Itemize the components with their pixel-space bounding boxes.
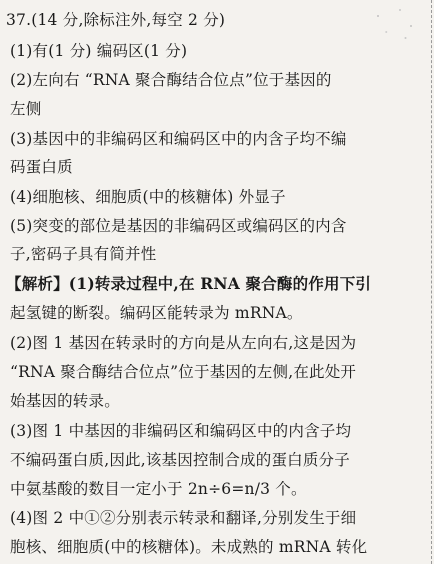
analysis-2: (2)图 1 基因在转录时的方向是从左向右,这是因为 (10, 334, 357, 352)
answer-2: (2)左向右 “RNA 聚合酶结合位点”位于基因的 (10, 71, 332, 89)
answer-1: (1)有(1 分) 编码区(1 分) (10, 42, 188, 60)
analysis-4: (4)图 2 中①②分别表示转录和翻译,分别发生于细 (10, 509, 357, 527)
answer-4: (4)细胞核、细胞质(中的核糖体) 外显子 (10, 188, 286, 206)
answer-2-cont: 左侧 (10, 100, 42, 118)
answer-5-cont: 子,密码子具有简并性 (10, 245, 157, 263)
answer-3-cont: 码蛋白质 (10, 158, 73, 176)
analysis-4-cont: 胞核、细胞质(中的核糖体)。未成熟的 mRNA 转化 (10, 538, 368, 556)
analysis-1-cont: 起氢键的断裂。编码区能转录为 mRNA。 (10, 304, 303, 322)
analysis-3-cont: 不编码蛋白质,因此,该基因控制合成的蛋白质分子 (10, 451, 350, 469)
answer-5: (5)突变的部位是基因的非编码区或编码区的内含 (10, 217, 347, 235)
question-header: 37.(14 分,除标注外,每空 2 分) (6, 11, 226, 29)
dotted-margin-line (430, 0, 432, 564)
analysis-3: (3)图 1 中基因的非编码区和编码区中的内含子均 (10, 422, 352, 440)
analysis-3-end: 中氨基酸的数目一定小于 2n÷6=n/3 个。 (10, 480, 307, 498)
analysis-2-end: 始基因的转录。 (10, 392, 120, 410)
analysis-2-cont: “RNA 聚合酶结合位点”位于基因的左侧,在此处开 (10, 363, 357, 381)
answer-3: (3)基因中的非编码区和编码区中的内含子均不编 (10, 130, 347, 148)
analysis-1: 【解析】(1)转录过程中,在 RNA 聚合酶的作用下引 (6, 274, 372, 293)
paper-speckle (367, 4, 422, 44)
